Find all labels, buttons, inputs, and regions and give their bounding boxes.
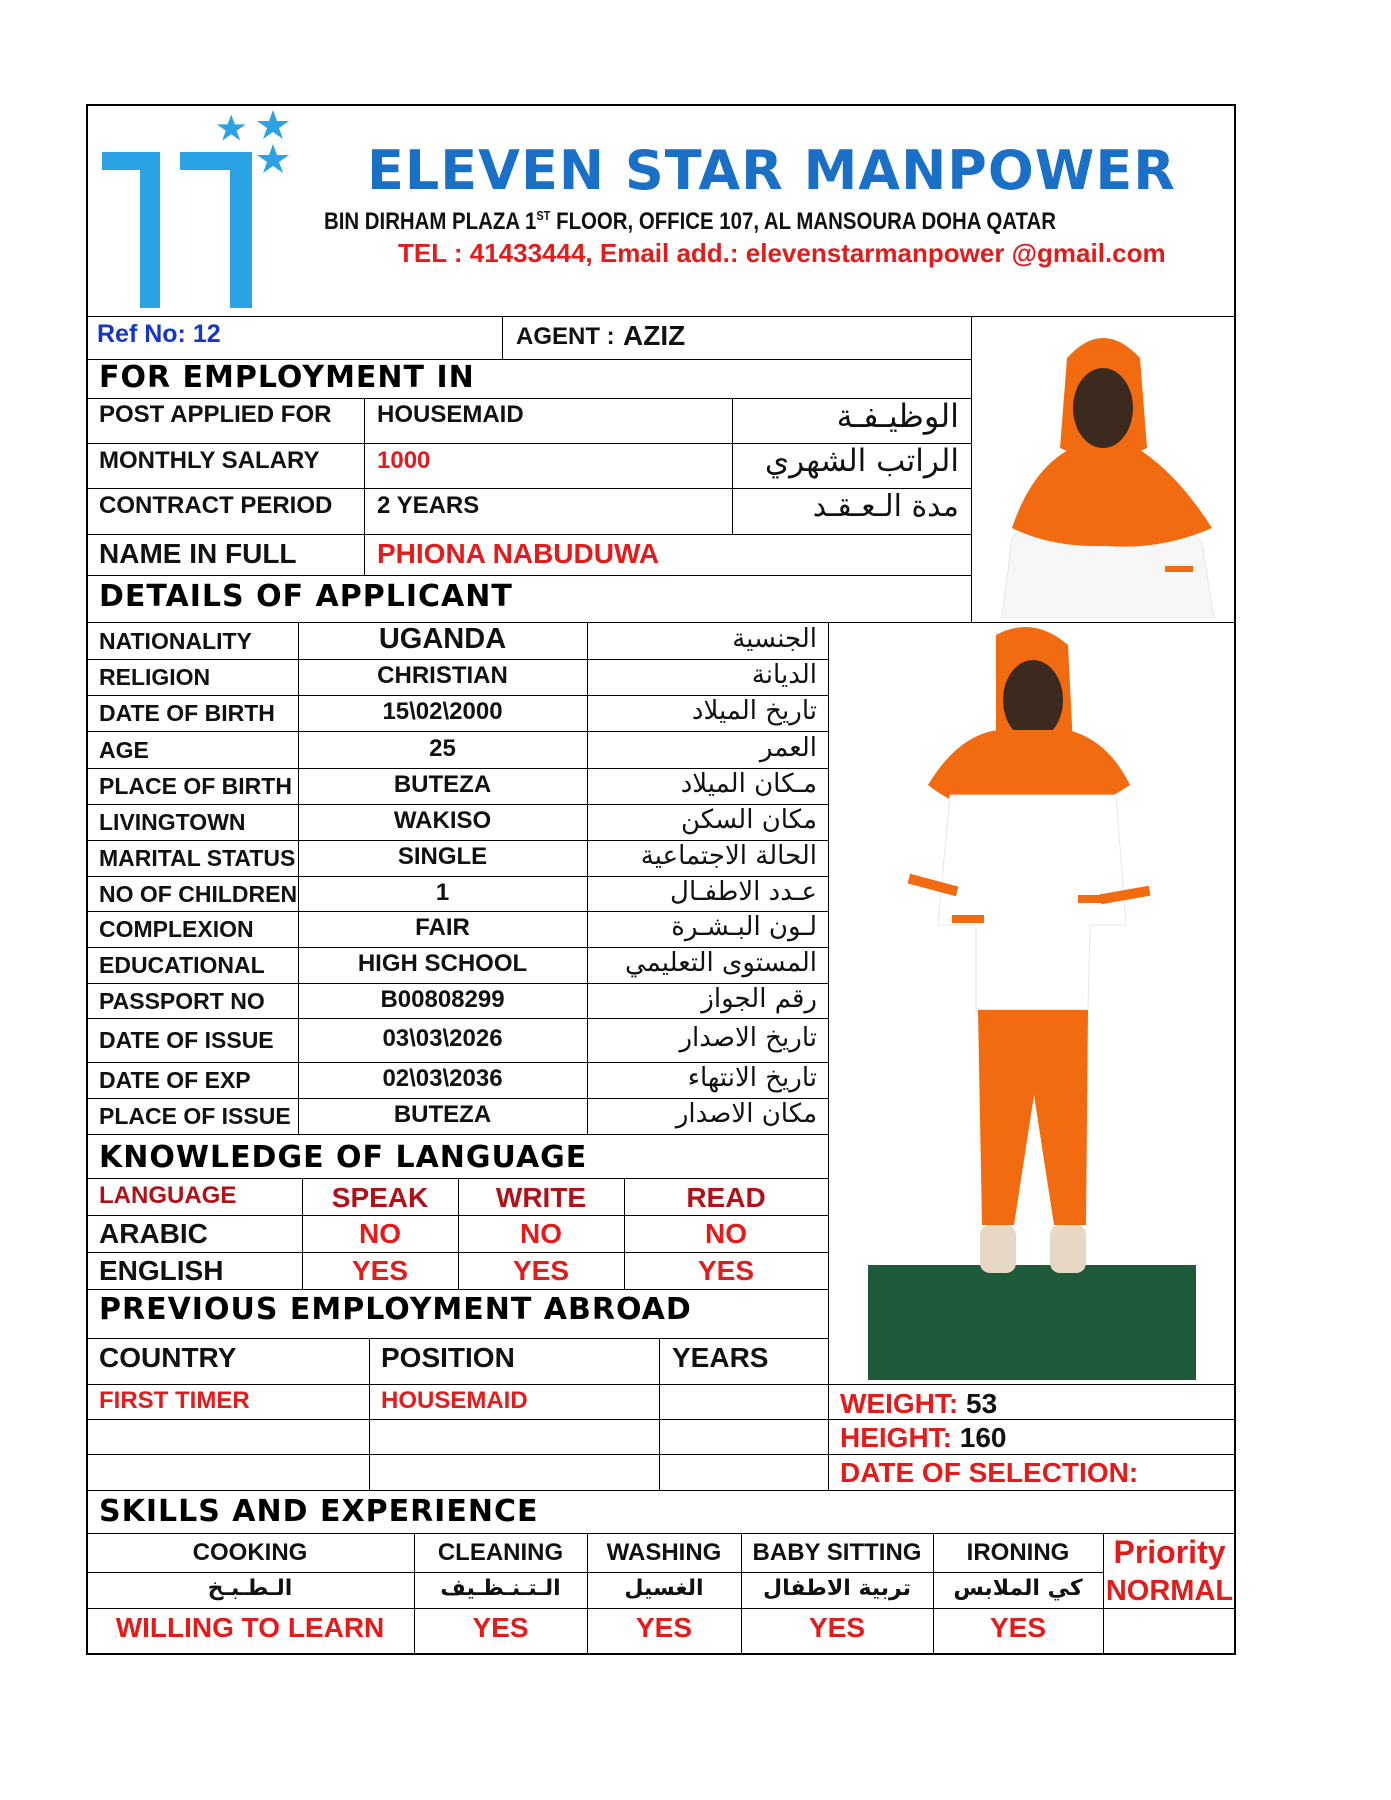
language-name-arabic: ARABIC (99, 1218, 208, 1249)
detail-label: EDUCATIONAL (99, 952, 265, 978)
detail-arabic: عـدد الاطفـال (670, 876, 817, 907)
divider (86, 1454, 1236, 1455)
divider (86, 575, 972, 576)
applicant-full-body-photo (868, 625, 1196, 1380)
detail-label: DATE OF ISSUE (99, 1027, 274, 1053)
detail-arabic: تاريخ الانتهاء (687, 1063, 817, 1093)
detail-arabic: مكان الاصدار (675, 1099, 817, 1129)
skill-value: YES (635, 1612, 693, 1643)
detail-label: LIVINGTOWN (99, 809, 246, 835)
divider (587, 622, 588, 1134)
detail-arabic: تاريخ الاصدار (679, 1023, 817, 1053)
divider (86, 1608, 1236, 1609)
divider (86, 659, 828, 660)
previous-row-1-position: HOUSEMAID (381, 1387, 528, 1414)
agent-label: AGENT : (516, 323, 615, 350)
section-title-skills: SKILLS AND EXPERIENCE (99, 1494, 539, 1529)
detail-arabic: الحالة الاجتماعية (640, 841, 817, 871)
previous-header-position: POSITION (381, 1342, 515, 1373)
skill-arabic: الـطـبـخ (207, 1576, 293, 1601)
previous-header-country: COUNTRY (99, 1342, 237, 1373)
divider (732, 398, 733, 535)
detail-value: B00808299 (380, 985, 505, 1013)
language-arabic-read: NO (705, 1218, 747, 1249)
agent-name: AZIZ (623, 320, 686, 351)
weight-label: WEIGHT: (840, 1388, 959, 1419)
logo-one-right (180, 152, 252, 308)
applicant-portrait-photo (972, 318, 1234, 618)
detail-arabic: لـون البـشـرة (671, 912, 817, 942)
language-header-write: WRITE (495, 1182, 587, 1213)
label-monthly-salary: MONTHLY SALARY (99, 447, 320, 474)
logo-star-2 (257, 110, 289, 139)
skill-arabic: تربية الاطفال (762, 1576, 912, 1601)
skill-arabic: كي الملابس (953, 1576, 1083, 1601)
language-name-english: ENGLISH (99, 1255, 224, 1286)
detail-arabic: الديانة (751, 660, 817, 690)
language-arabic-write: NO (520, 1218, 562, 1249)
detail-value: 03\03\2026 (382, 1025, 503, 1052)
divider (364, 398, 365, 575)
arabic-post-applied: الوظيـفـة (836, 397, 959, 435)
divider (86, 1178, 828, 1179)
divider (86, 1134, 828, 1135)
detail-value: FAIR (415, 914, 470, 941)
divider (86, 1533, 1236, 1534)
detail-label: MARITAL STATUS (99, 845, 296, 871)
arabic-contract-period: مدة الـعـقـد (812, 489, 959, 524)
language-english-write: YES (512, 1255, 570, 1286)
language-header-speak: SPEAK (331, 1182, 429, 1213)
language-english-speak: YES (351, 1255, 409, 1286)
detail-value: CHRISTIAN (377, 662, 508, 689)
detail-arabic: المستوى التعليمي (625, 948, 817, 978)
logo-one-left (102, 152, 160, 308)
divider (86, 1289, 828, 1290)
divider (86, 534, 972, 535)
height-value: 160 (959, 1422, 1007, 1453)
detail-label: RELIGION (99, 664, 211, 690)
section-title-language: KNOWLEDGE OF LANGUAGE (99, 1140, 588, 1175)
company-logo (100, 110, 300, 310)
section-title-details: DETAILS OF APPLICANT (99, 579, 513, 614)
divider (86, 622, 1236, 623)
skill-value: YES (808, 1612, 866, 1643)
divider (86, 1490, 1236, 1491)
detail-arabic: تاريخ الميلاد (691, 696, 817, 726)
language-header-language: LANGUAGE (99, 1182, 237, 1209)
value-post-applied: HOUSEMAID (377, 401, 524, 428)
detail-label: NO OF CHILDREN (99, 880, 298, 907)
divider (971, 316, 972, 623)
detail-value: BUTEZA (393, 1101, 492, 1128)
divider (502, 316, 503, 360)
value-monthly-salary: 1000 (377, 447, 431, 474)
priority-value: NORMAL (1105, 1575, 1234, 1607)
detail-arabic: مـكان الميلاد (680, 769, 817, 799)
section-title-previous: PREVIOUS EMPLOYMENT ABROAD (99, 1292, 692, 1327)
detail-label: DATE OF BIRTH (99, 700, 275, 726)
divider (86, 1419, 1236, 1420)
divider (86, 1018, 828, 1019)
label-contract-period: CONTRACT PERIOD (99, 492, 333, 519)
skill-name: IRONING (966, 1539, 1070, 1566)
divider (86, 316, 1236, 317)
divider (828, 622, 829, 1490)
label-post-applied: POST APPLIED FOR (99, 401, 332, 428)
company-name: ELEVEN STAR MANPOWER (367, 139, 1176, 202)
skill-name: COOKING (192, 1539, 308, 1566)
divider (86, 731, 828, 732)
divider (86, 1572, 1103, 1573)
divider (86, 1252, 828, 1253)
detail-label: PLACE OF ISSUE (99, 1103, 291, 1129)
date-of-selection-label: DATE OF SELECTION: (840, 1457, 1139, 1488)
detail-label: COMPLEXION (99, 916, 254, 942)
detail-label: DATE OF EXP (99, 1067, 251, 1093)
detail-value: 15\02\2000 (382, 698, 503, 725)
company-address: BIN DIRHAM PLAZA 1ST FLOOR, OFFICE 107, AL MANSOURA DOHA QATAR (324, 208, 1056, 235)
detail-arabic: مكان السكن (680, 805, 817, 835)
language-english-read: YES (697, 1255, 755, 1286)
weight-field (840, 1390, 997, 1418)
detail-value: BUTEZA (393, 771, 492, 798)
detail-label: PASSPORT NO (99, 987, 265, 1014)
weight-value: 53 (966, 1388, 998, 1419)
logo-star-3 (257, 144, 289, 173)
priority-label: Priority (1113, 1534, 1226, 1570)
detail-value: 25 (429, 734, 456, 762)
ref-number: Ref No: 12 (97, 320, 221, 348)
logo-star-1 (217, 115, 246, 141)
previous-header-years: YEARS (672, 1342, 769, 1373)
divider (86, 1384, 1236, 1385)
skill-value: WILLING TO LEARN (115, 1612, 385, 1643)
value-contract-period: 2 YEARS (377, 492, 480, 519)
detail-arabic: رقم الجواز (701, 983, 817, 1014)
detail-value: HIGH SCHOOL (357, 950, 528, 977)
detail-value: 02\03\2036 (382, 1065, 503, 1092)
skill-name: CLEANING (437, 1539, 564, 1566)
divider (369, 1338, 370, 1490)
detail-value: SINGLE (397, 843, 488, 870)
detail-value: WAKISO (393, 807, 492, 834)
divider (86, 1215, 828, 1216)
language-arabic-speak: NO (359, 1218, 401, 1249)
detail-value: UGANDA (378, 623, 507, 655)
section-title-employment: FOR EMPLOYMENT IN (99, 360, 475, 395)
skill-value: YES (989, 1612, 1047, 1643)
detail-value: 1 (435, 878, 450, 906)
skill-value: YES (472, 1612, 529, 1643)
value-name-in-full: PHIONA NABUDUWA (377, 538, 660, 569)
skill-arabic: الغسيل (624, 1576, 704, 1601)
detail-arabic: العمر (759, 732, 817, 763)
divider (298, 622, 299, 1134)
height-label: HEIGHT: (840, 1422, 952, 1453)
detail-label: AGE (99, 736, 149, 763)
skill-arabic: الـتـنـظـيف (440, 1576, 561, 1601)
detail-label: PLACE OF BIRTH (99, 773, 292, 799)
skill-name: BABY SITTING (752, 1539, 922, 1566)
detail-arabic: الجنسية (732, 623, 817, 654)
label-name-in-full: NAME IN FULL (99, 538, 297, 569)
skill-name: WASHING (606, 1539, 722, 1566)
previous-row-1-country: FIRST TIMER (99, 1387, 250, 1414)
divider (86, 1338, 828, 1339)
company-contact: TEL : 41433444, Email add.: elevenstarmanpower @gmail.com (398, 238, 1166, 268)
arabic-monthly-salary: الراتب الشهري (764, 443, 959, 479)
detail-label: NATIONALITY (99, 627, 252, 654)
language-header-read: READ (686, 1182, 766, 1213)
height-field (840, 1424, 1007, 1452)
divider (659, 1338, 660, 1490)
